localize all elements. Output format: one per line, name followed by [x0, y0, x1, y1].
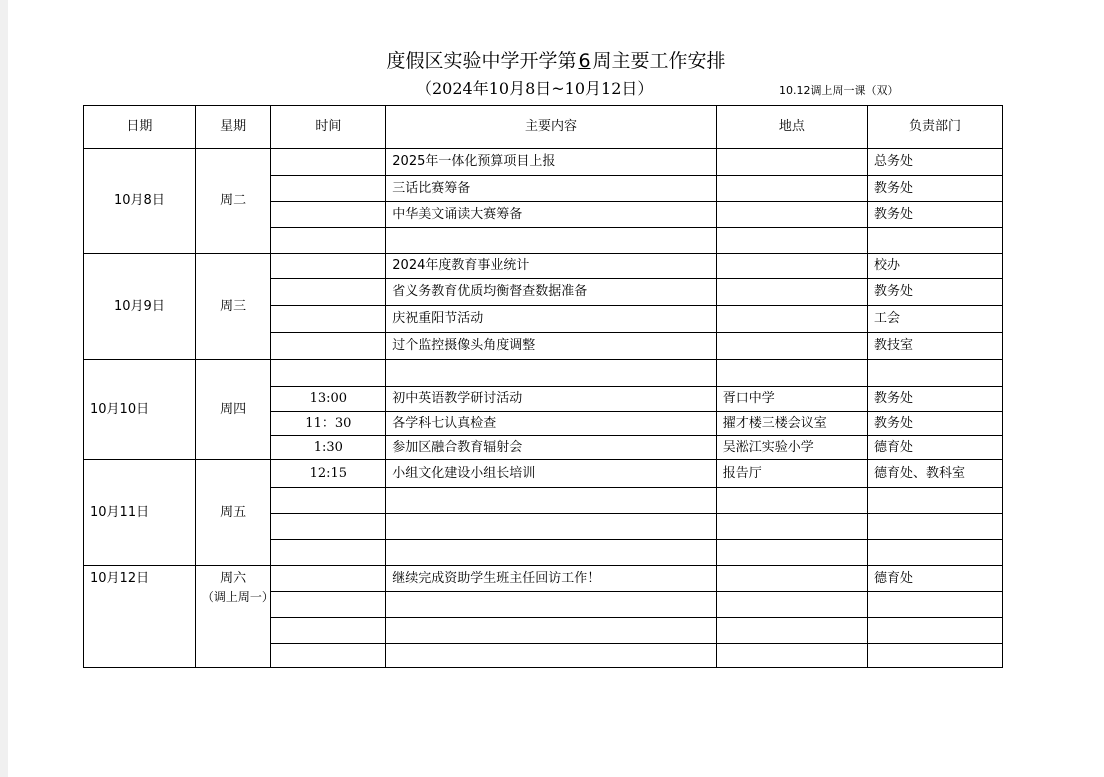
weekday-cell	[195, 566, 274, 668]
place-cell	[716, 202, 867, 228]
col-header-dept: 负责部门	[867, 106, 1002, 149]
place-cell	[716, 514, 867, 540]
time-cell	[271, 592, 386, 618]
time-cell	[271, 333, 386, 360]
dept-cell: 教务处	[867, 387, 1002, 412]
weekday-label: 周二	[220, 193, 247, 208]
place-cell: 擢才楼三楼会议室	[716, 412, 867, 436]
page-title	[8, 44, 1104, 78]
place-cell	[716, 644, 867, 668]
content-cell	[386, 618, 717, 644]
dept-cell: 教务处	[867, 412, 1002, 436]
table-row	[84, 254, 1003, 279]
place-cell	[716, 306, 867, 333]
dept-cell: 德育处、教科室	[867, 460, 1002, 488]
place-cell	[716, 592, 867, 618]
dept-cell	[867, 514, 1002, 540]
table-row	[84, 360, 1003, 387]
dept-cell: 工会	[867, 306, 1002, 333]
col-header-date: 日期	[84, 106, 196, 149]
dept-cell	[867, 488, 1002, 514]
time-cell	[271, 228, 386, 254]
col-header-place: 地点	[716, 106, 867, 149]
place-cell	[716, 360, 867, 387]
date-range-subtitle: （2024年10月8日~10月12日）	[416, 79, 654, 98]
dept-cell	[867, 360, 1002, 387]
time-cell	[271, 176, 386, 202]
weekday-cell	[195, 460, 271, 566]
dept-cell	[867, 644, 1002, 668]
weekday-cell	[195, 360, 271, 460]
content-cell: 2025年一体化预算项目上报	[386, 149, 717, 176]
time-cell	[271, 306, 386, 333]
date-cell: 10月9日	[84, 254, 196, 360]
content-cell: 过个监控摄像头角度调整	[386, 333, 717, 360]
date-cell: 10月10日	[84, 360, 196, 460]
dept-cell: 德育处	[867, 436, 1002, 460]
table-row	[84, 566, 1003, 592]
content-cell	[386, 540, 717, 566]
weekday-label: 周四	[220, 401, 247, 417]
content-cell	[386, 360, 717, 387]
place-cell	[716, 488, 867, 514]
weekday-cell	[195, 149, 271, 254]
content-cell	[386, 488, 717, 514]
time-cell	[271, 540, 386, 566]
place-cell	[716, 176, 867, 202]
content-cell: 各学科七认真检查	[386, 412, 717, 436]
dept-cell	[867, 592, 1002, 618]
time-cell: 1:30	[271, 436, 386, 460]
dept-cell: 教务处	[867, 176, 1002, 202]
place-cell	[716, 279, 867, 306]
content-cell: 中华美文诵读大赛筹备	[386, 202, 717, 228]
content-cell: 参加区融合教育辐射会	[386, 436, 717, 460]
time-cell	[271, 618, 386, 644]
weekday-label: 周三	[220, 298, 247, 314]
col-header-content: 主要内容	[386, 106, 717, 149]
table-row	[84, 460, 1003, 488]
col-header-weekday: 星期	[195, 106, 271, 149]
weekday-note: （调上周一）	[201, 590, 274, 604]
place-cell	[716, 333, 867, 360]
time-cell	[271, 149, 386, 176]
place-cell	[716, 540, 867, 566]
weekday-cell	[195, 254, 271, 360]
place-cell	[716, 618, 867, 644]
dept-cell: 校办	[867, 254, 1002, 279]
document-page	[8, 0, 1104, 777]
date-cell: 10月8日	[84, 149, 196, 254]
dept-cell: 教务处	[867, 202, 1002, 228]
dept-cell: 教技室	[867, 333, 1002, 360]
time-cell	[271, 254, 386, 279]
date-cell: 10月11日	[84, 460, 196, 566]
time-cell	[271, 488, 386, 514]
content-cell	[386, 514, 717, 540]
dept-cell	[867, 618, 1002, 644]
content-cell: 庆祝重阳节活动	[386, 306, 717, 333]
dept-cell	[867, 228, 1002, 254]
content-cell: 省义务教育优质均衡督查数据准备	[386, 279, 717, 306]
time-cell	[271, 202, 386, 228]
content-cell	[386, 592, 717, 618]
table-header-row	[84, 106, 1003, 149]
place-cell	[716, 254, 867, 279]
place-cell: 报告厅	[716, 460, 867, 488]
weekday-label: 周五	[220, 504, 247, 520]
place-cell	[716, 228, 867, 254]
content-cell: 初中英语教学研讨活动	[386, 387, 717, 412]
week-number: 6	[578, 50, 591, 72]
col-header-time: 时间	[271, 106, 386, 149]
time-cell	[271, 279, 386, 306]
dept-cell: 总务处	[867, 149, 1002, 176]
place-cell	[716, 566, 867, 592]
time-cell: 12:15	[271, 460, 386, 488]
content-cell	[386, 228, 717, 254]
time-cell	[271, 514, 386, 540]
schedule-body	[84, 149, 1003, 668]
place-cell: 吴淞江实验小学	[716, 436, 867, 460]
title-suffix: 周主要工作安排	[592, 50, 726, 72]
place-cell	[716, 149, 867, 176]
schedule-table	[83, 105, 1003, 668]
place-cell: 胥口中学	[716, 387, 867, 412]
time-cell	[271, 644, 386, 668]
schedule-note: 10.12调上周一课（双）	[779, 84, 899, 97]
table-row	[84, 149, 1003, 176]
dept-cell	[867, 540, 1002, 566]
dept-cell: 德育处	[867, 566, 1002, 592]
time-cell	[271, 360, 386, 387]
content-cell: 三话比赛筹备	[386, 176, 717, 202]
content-cell: 2024年度教育事业统计	[386, 254, 717, 279]
date-cell: 10月12日	[84, 566, 196, 668]
time-cell	[271, 566, 386, 592]
content-cell: 小组文化建设小组长培训	[386, 460, 717, 488]
time-cell: 11：30	[271, 412, 386, 436]
weekday-label: 周六	[220, 571, 247, 586]
title-prefix: 度假区实验中学开学第	[386, 50, 577, 72]
dept-cell: 教务处	[867, 279, 1002, 306]
time-cell: 13:00	[271, 387, 386, 412]
content-cell: 继续完成资助学生班主任回访工作！	[386, 566, 717, 592]
content-cell	[386, 644, 717, 668]
